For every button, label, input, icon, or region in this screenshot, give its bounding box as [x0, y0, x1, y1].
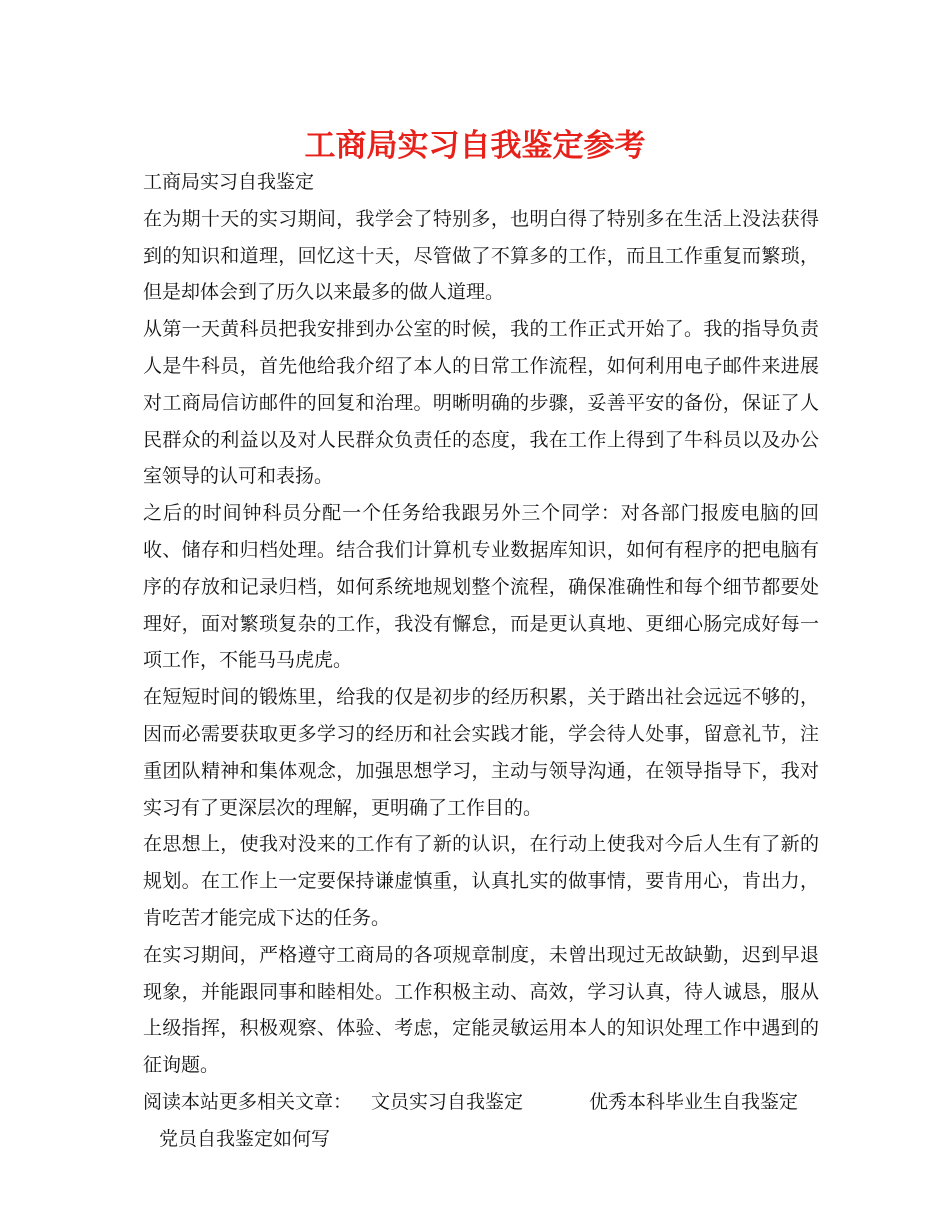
related-articles-row-2	[143, 1121, 819, 1158]
body-paragraph: 在短短时间的锻炼里，给我的仅是初步的经历积累，关于踏出社会远远不够的，因而必需要获取更多学习的经历和社会实践才能，学会待人处事，留意礼节，注重团队精神和集体观念，加强思想学习，主动与领导沟通，在领导指导下，我对实习有了更深层次的理解，更明确了工作目的。	[143, 686, 819, 819]
related-articles	[143, 1084, 819, 1121]
document-title: 工商局实习自我鉴定参考	[304, 128, 646, 164]
related-link-clerk-internship[interactable]: 文员实习自我鉴定	[371, 1090, 524, 1113]
body-paragraph: 从第一天黄科员把我安排到办公室的时候，我的工作正式开始了。我的指导负责人是牛科员，首先他给我介绍了本人的日常工作流程，如何利用电子邮件来进展对工商局信访邮件的回复和治理。明晰明确的步骤，妥善平安的备份，保证了人民群众的利益以及对人民群众负责任的态度，我在工作上得到了牛科员以及办公室领导的认可和表扬。	[143, 318, 819, 488]
related-link-graduate-appraisal[interactable]: 优秀本科毕业生自我鉴定	[589, 1090, 799, 1113]
body-paragraph: 之后的时间钟科员分配一个任务给我跟另外三个同学：对各部门报废电脑的回收、储存和归档处理。结合我们计算机专业数据库知识，如何有程序的把电脑有序的存放和记录归档，如何系统地规划整个流程，确保准确性和每个细节都要处理好，面对繁琐复杂的工作，我没有懈怠，而是更认真地、更细心肠完成好每一项工作，不能马马虎虎。	[143, 502, 819, 672]
related-articles-label: 阅读本站更多相关文章：	[143, 1090, 353, 1113]
body-paragraph: 在实习期间，严格遵守工商局的各项规章制度，未曾出现过无故缺勤，迟到早退现象，并能跟同事和睦相处。工作积极主动、高效，学习认真，待人诚恳，服从上级指挥，积极观察、体验、考虑，定能灵敏运用本人的知识处理工作中遇到的征询题。	[143, 943, 819, 1077]
body-paragraph: 在为期十天的实习期间，我学会了特别多，也明白得了特别多在生活上没法获得到的知识和道理，回忆这十天，尽管做了不算多的工作，而且工作重复而繁琐，但是却体会到了历久以来最多的做人道理。	[143, 207, 819, 304]
related-link-party-member-appraisal[interactable]: 党员自我鉴定如何写	[159, 1127, 331, 1150]
body-paragraph: 在思想上，使我对没来的工作有了新的认识，在行动上使我对今后人生有了新的规划。在工作上一定要保持谦虚慎重，认真扎实的做事情，要肯用心，肯出力，肯吃苦才能完成下达的任务。	[143, 833, 819, 929]
document-body	[143, 164, 819, 1158]
subtitle-paragraph: 工商局实习自我鉴定	[143, 171, 315, 193]
